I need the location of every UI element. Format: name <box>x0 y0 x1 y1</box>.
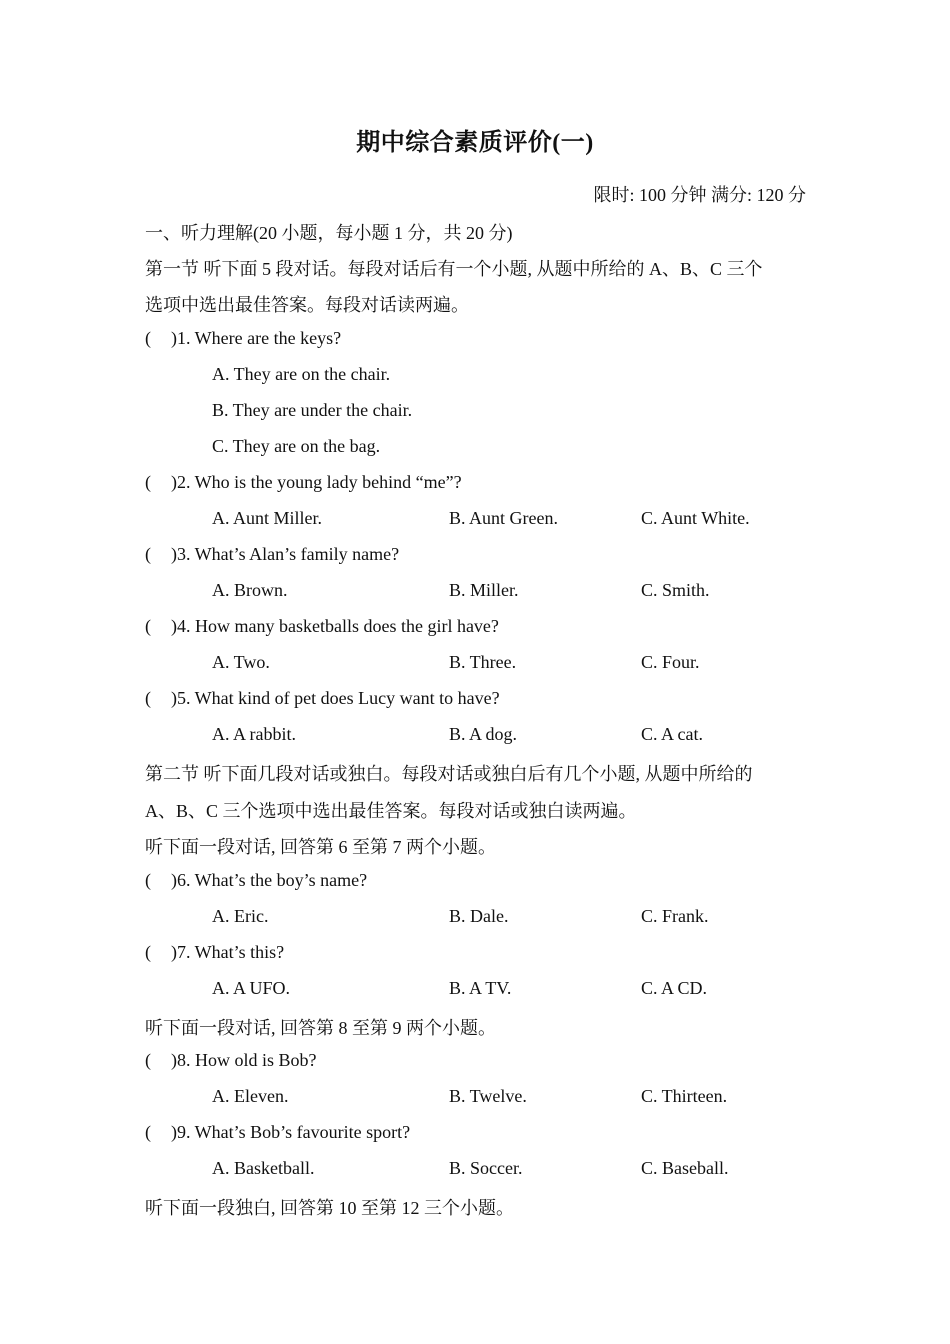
question-5 <box>145 688 500 709</box>
option-a: A. A UFO. <box>212 978 291 998</box>
question-text: )1. Where are the keys? <box>171 328 342 348</box>
answer-bracket: ( <box>145 942 151 962</box>
option-b: B. Miller. <box>449 580 519 600</box>
question-1 <box>145 328 341 349</box>
answer-bracket: ( <box>145 328 151 348</box>
option-c: C. Smith. <box>641 580 710 600</box>
option-c: C. A CD. <box>641 978 708 998</box>
part1-instruction-line1: 第一节 听下面 5 段对话。每段对话后有一个小题, 从题中所给的 A、B、C 三个 <box>145 259 763 279</box>
option-c: C. They are on the bag. <box>212 436 381 456</box>
time-score-info: 限时: 100 分钟 满分: 120 分 <box>593 185 806 205</box>
question-text: )8. How old is Bob? <box>171 1050 317 1070</box>
answer-bracket: ( <box>145 870 151 890</box>
monologue-instruction-10-12: 听下面一段独白, 回答第 10 至第 12 三个小题。 <box>145 1198 514 1218</box>
question-text: )4. How many basketballs does the girl have? <box>171 616 499 636</box>
option-c: C. Four. <box>641 652 700 672</box>
option-b: B. They are under the chair. <box>212 400 413 420</box>
option-a: A. Eleven. <box>212 1086 289 1106</box>
option-a: A. Two. <box>212 652 270 672</box>
question-text: )5. What kind of pet does Lucy want to have? <box>171 688 500 708</box>
question-8 <box>145 1050 317 1071</box>
question-3 <box>145 544 399 565</box>
question-text: )3. What’s Alan’s family name? <box>171 544 400 564</box>
option-a: A. A rabbit. <box>212 724 296 744</box>
option-c: C. Baseball. <box>641 1158 729 1178</box>
option-b: B. Three. <box>449 652 517 672</box>
dialog-instruction-6-7: 听下面一段对话, 回答第 6 至第 7 两个小题。 <box>145 837 496 857</box>
option-a: A. Brown. <box>212 580 288 600</box>
option-b: B. Dale. <box>449 906 509 926</box>
option-a: A. Basketball. <box>212 1158 315 1178</box>
question-text: )9. What’s Bob’s favourite sport? <box>171 1122 411 1142</box>
option-a: A. Aunt Miller. <box>212 508 323 528</box>
answer-bracket: ( <box>145 544 151 564</box>
option-a: A. They are on the chair. <box>212 364 391 384</box>
option-b: B. A TV. <box>449 978 512 998</box>
answer-bracket: ( <box>145 1122 151 1142</box>
section-heading: 一、听力理解(20 小题，每小题 1 分，共 20 分) <box>145 223 513 243</box>
answer-bracket: ( <box>145 688 151 708</box>
question-4 <box>145 616 499 637</box>
part1-instruction-line2: 选项中选出最佳答案。每段对话读两遍。 <box>145 295 469 315</box>
part2-instruction-line2: A、B、C 三个选项中选出最佳答案。每段对话或独白读两遍。 <box>145 801 637 821</box>
answer-bracket: ( <box>145 1050 151 1070</box>
question-2 <box>145 472 462 493</box>
question-7 <box>145 942 284 963</box>
option-c: C. Aunt White. <box>641 508 750 528</box>
question-text: )6. What’s the boy’s name? <box>171 870 368 890</box>
answer-bracket: ( <box>145 472 151 492</box>
option-b: B. Twelve. <box>449 1086 527 1106</box>
question-6 <box>145 870 367 891</box>
page-title: 期中综合素质评价(一) <box>356 130 594 156</box>
option-b: B. Aunt Green. <box>449 508 558 528</box>
question-text: )7. What’s this? <box>171 942 285 962</box>
option-c: C. Thirteen. <box>641 1086 728 1106</box>
option-a: A. Eric. <box>212 906 269 926</box>
dialog-instruction-8-9: 听下面一段对话, 回答第 8 至第 9 两个小题。 <box>145 1018 496 1038</box>
part2-instruction-line1: 第二节 听下面几段对话或独白。每段对话或独白后有几个小题, 从题中所给的 <box>145 764 753 784</box>
answer-bracket: ( <box>145 616 151 636</box>
option-b: B. A dog. <box>449 724 518 744</box>
option-c: C. A cat. <box>641 724 703 744</box>
option-c: C. Frank. <box>641 906 709 926</box>
question-9 <box>145 1122 410 1143</box>
question-text: )2. Who is the young lady behind “me”? <box>171 472 462 492</box>
option-b: B. Soccer. <box>449 1158 523 1178</box>
